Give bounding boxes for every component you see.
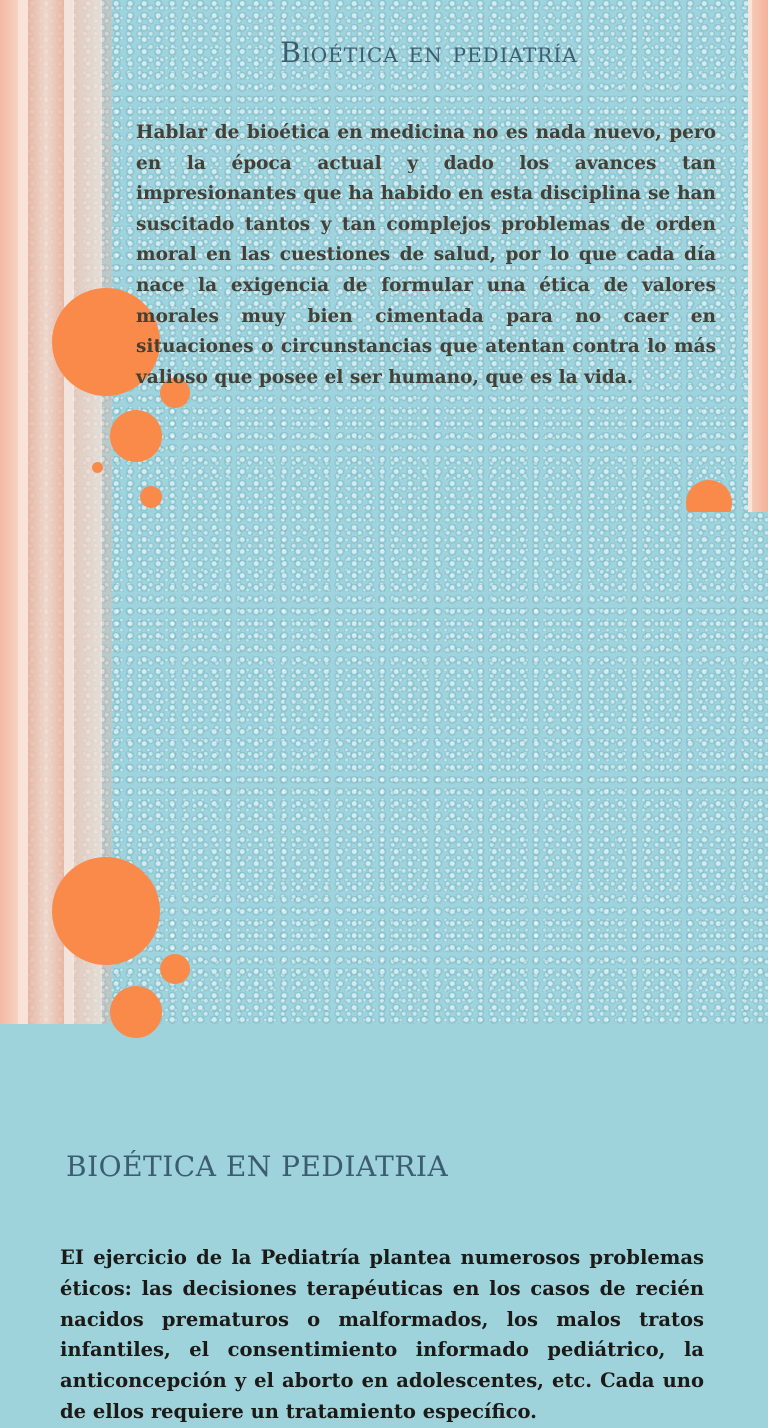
decorative-circle-medium	[110, 986, 162, 1038]
decorative-circle-small	[140, 486, 162, 508]
slide-1	[0, 0, 768, 512]
slide-title: Bioética en pediatría	[280, 36, 578, 69]
decorative-stripe	[0, 0, 18, 512]
decorative-stripe	[64, 0, 74, 512]
decorative-stripe	[18, 0, 28, 512]
decorative-stripe	[0, 512, 18, 1024]
decorative-circle-large	[52, 857, 160, 965]
decorative-circle-small	[160, 954, 190, 984]
slide-title: BIOÉTICA EN PEDIATRIA	[66, 1150, 449, 1183]
slide-2	[0, 512, 768, 1423]
decorative-circle-medium	[110, 410, 162, 462]
slide-body-text: EI ejercicio de la Pediatría plantea numerosos problemas éticos: las decisiones terapéuticas en los casos de recién nacidos prematuros o malformados, los malos tratos infantiles, el consentimiento informado pediátrico, la anticoncepción y el aborto en adolescentes, etc. Cada uno de ellos requiere un tratamiento específico.	[60, 1246, 704, 1423]
decorative-circle-dot	[92, 462, 103, 473]
decorative-stripe-right	[752, 0, 768, 512]
slide-body-text: Hablar de bioética en medicina no es nada nuevo, pero en la época actual y dado los avances tan impresionantes que ha habido en esta disciplina se han suscitado tantos y tan complejos problemas de orden moral en las cuestiones de salud, por lo que cada día nace la exigencia de formular una ética de valores morales muy bien cimentada para no caer en situaciones o circunstancias que atentan contra lo más valioso que posee el ser humano, que es la vida.	[136, 122, 716, 388]
decorative-stripe	[28, 0, 64, 512]
decorative-stripe	[74, 0, 102, 512]
decorative-stripe	[28, 512, 64, 1024]
decorative-stripe	[18, 512, 28, 1024]
